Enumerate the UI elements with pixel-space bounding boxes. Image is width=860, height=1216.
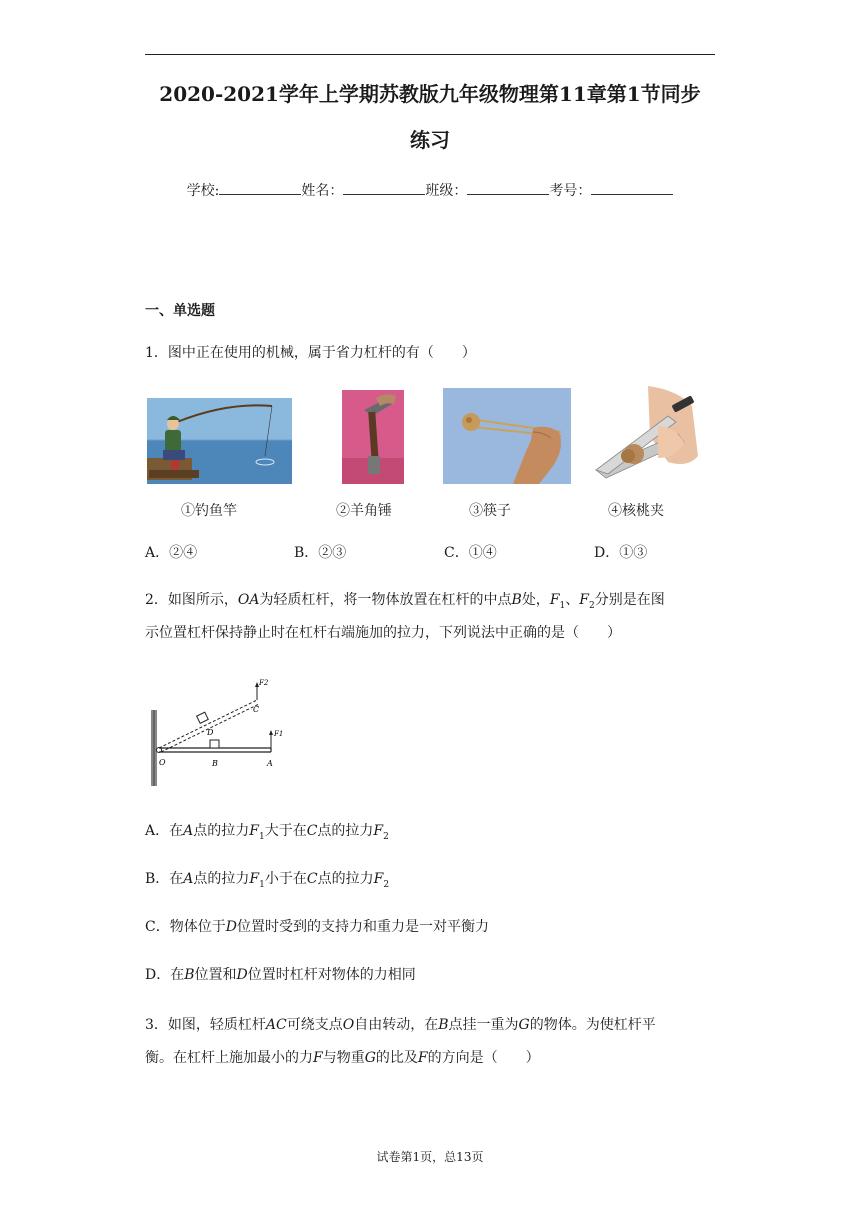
chopsticks-image [443,388,571,484]
label-o: O [159,758,166,767]
caption-chopsticks: ③筷子 [469,503,511,519]
question-3-stem-line2: 衡。在杠杆上施加最小的力F与物重G的比及F的方向是（ ） [145,1050,540,1066]
q1-option-c[interactable]: C．①④ [444,545,497,561]
q2-option-d[interactable]: D．在B位置和D位置时杠杆对物体的力相同 [145,967,416,983]
fishing-rod-image [147,398,292,484]
name-label: 姓名： [301,183,344,199]
label-f1: F1 [274,730,284,738]
school-label: 学校: [186,183,220,199]
header-rule [145,54,715,55]
claw-hammer-image [342,390,404,484]
class-blank[interactable] [467,182,549,195]
question-2-stem-line1: 2．如图所示，OA为轻质杠杆，将一物体放置在杠杆的中点B处，$F_1$、$F_2$分别是在图 [145,592,665,611]
label-f2: F2 [259,679,269,687]
q2-option-c[interactable]: C．物体位于D位置时受到的支持力和重力是一对平衡力 [145,919,489,935]
q1-option-d[interactable]: D．①③ [594,545,648,561]
label-b: B [212,759,218,768]
page-title-line1: 2020-2021学年上学期苏教版九年级物理第11章第1节同步 [159,82,701,106]
name-blank[interactable] [343,182,425,195]
page-footer: 试卷第1页，总13页 [376,1150,484,1164]
question-2-stem-line2: 示位置杠杆保持静止时在杠杆右端施加的拉力，下列说法中正确的是（ ） [145,625,621,641]
section-heading: 一、单选题 [145,303,215,319]
lever-diagram [145,672,285,790]
caption-fishing-rod: ①钓鱼竿 [181,503,237,519]
page-title-line2: 练习 [410,128,450,152]
caption-claw-hammer: ②羊角锤 [336,503,392,519]
q2-option-b[interactable]: B．在A点的拉力$F_1$小于在C点的拉力$F_2$ [145,871,390,890]
class-label: 班级： [425,183,468,199]
question-1-stem: 1．图中正在使用的机械，属于省力杠杆的有（ ） [145,345,476,361]
caption-nutcracker: ④核桃夹 [608,503,664,519]
q1-option-b[interactable]: B．②③ [294,545,347,561]
exam-no-label: 考号： [549,183,592,199]
label-d: D [207,728,214,737]
nutcracker-image [588,386,702,486]
q1-option-a[interactable]: A．②④ [145,545,198,561]
school-blank[interactable] [219,182,301,195]
label-c: C [253,705,260,714]
exam-no-blank[interactable] [591,182,673,195]
q2-option-a[interactable]: A．在A点的拉力$F_1$大于在C点的拉力$F_2$ [145,823,389,842]
label-a: A [267,759,273,768]
question-3-stem-line1: 3．如图，轻质杠杆AC可绕支点O自由转动，在B点挂一重为G的物体。为使杠杆平 [145,1017,656,1033]
student-info-row [0,180,860,200]
